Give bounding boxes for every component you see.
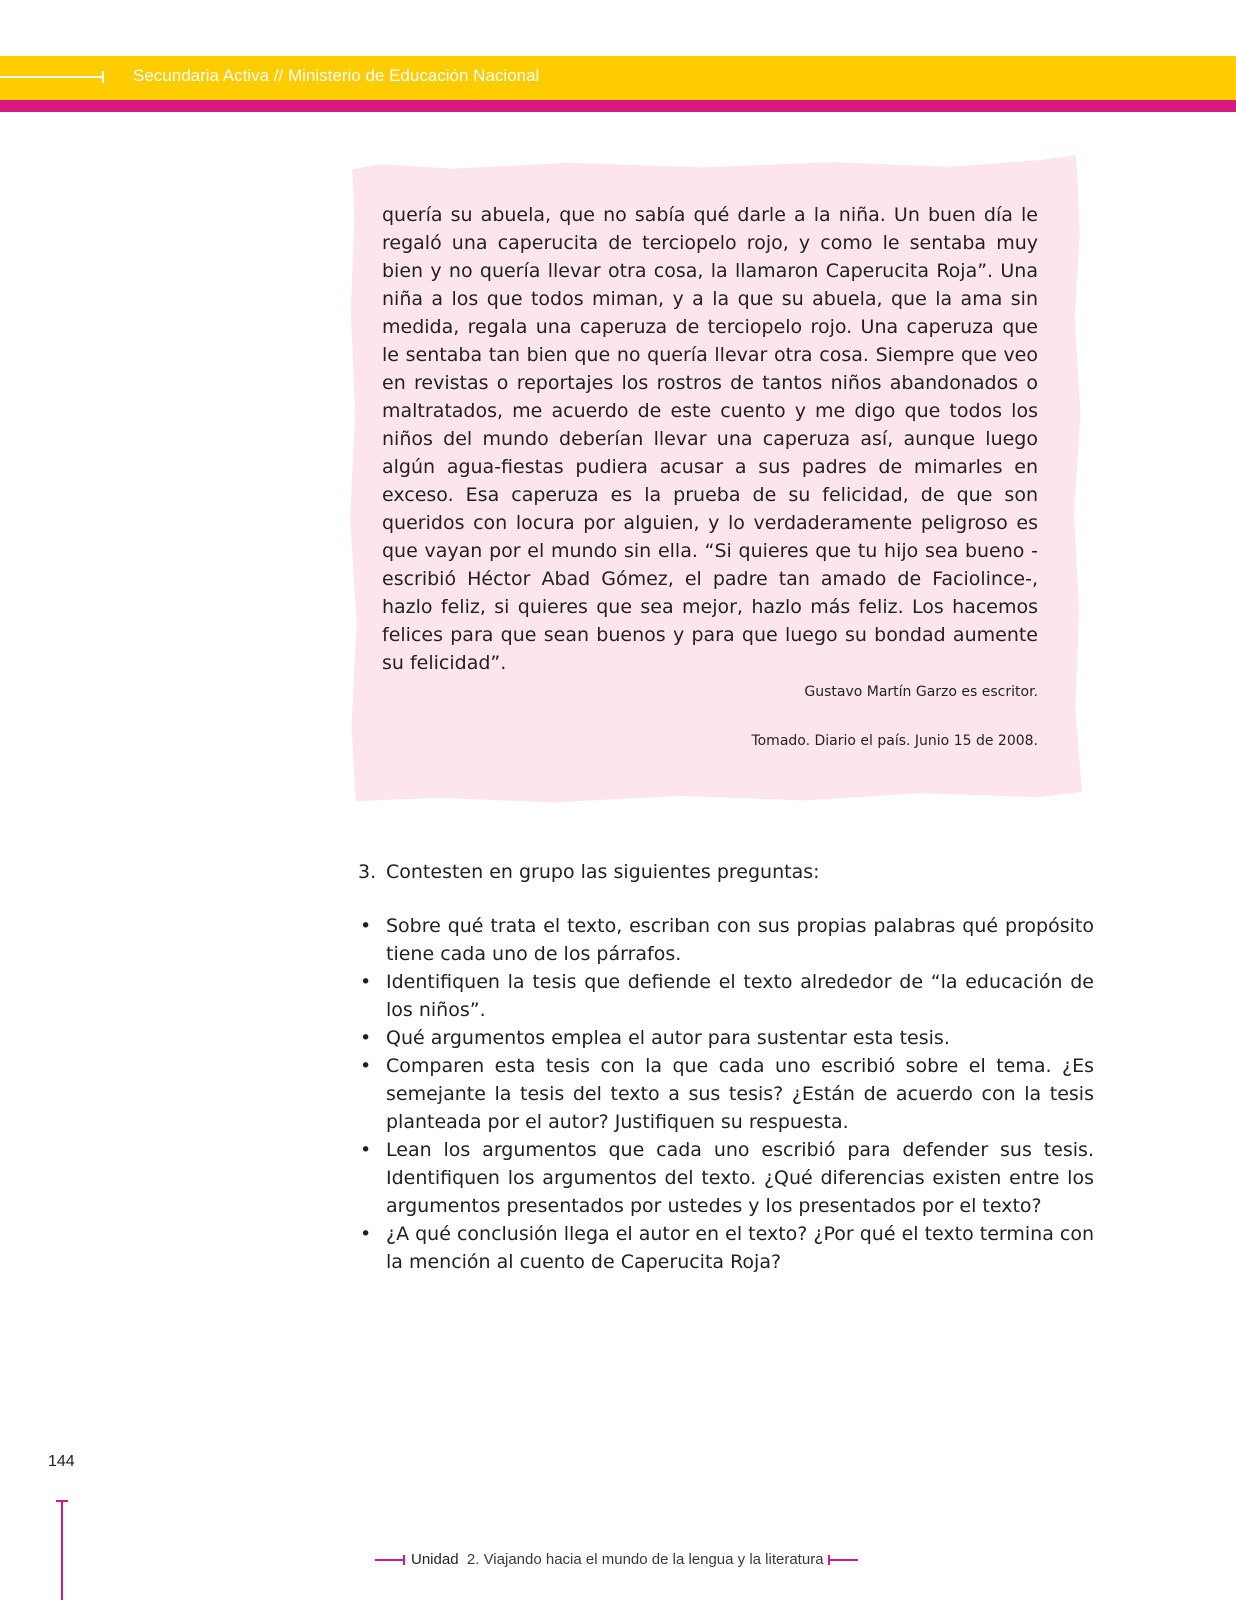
question-list	[358, 912, 1094, 1276]
list-item-text: Sobre qué trata el texto, escriban con sus propias palabras qué propósito tiene cada uno de los párrafos.	[386, 915, 1094, 965]
list-item	[358, 1052, 1094, 1136]
bullet-icon: •	[360, 1055, 372, 1077]
source-credit: Tomado. Diario el país. Junio 15 de 2008.	[751, 733, 1038, 749]
footer-unit-label: Unidad	[411, 1551, 459, 1568]
list-item	[358, 968, 1094, 1024]
list-item-text: Lean los argumentos que cada uno escribió para defender sus tesis. Identifiquen los argumentos del texto. ¿Qué diferencias existen entre los argumentos presentados por ustedes y los presentados por el texto?	[386, 1139, 1094, 1217]
question-heading	[358, 858, 820, 886]
bullet-icon: •	[360, 1027, 372, 1049]
reading-paragraph: quería su abuela, que no sabía qué darle a la niña. Un buen día le regaló una caperucita de terciopelo rojo, y como le sentaba muy bien y no quería llevar otra cosa, la llamaron Caperucita Roja”. Una niña a los que todos miman, y a la que su abuela, que la ama sin medida, regala una caperuza de terciopelo rojo. Una caperuza que le sentaba tan bien que no quería llevar otra cosa. Siempre que veo en revistas o reportajes los rostros de tantos niños abandonados o maltratados, me acuerdo de este cuento y me digo que todos los niños del mundo deberían llevar una caperuza así, aunque luego algún agua-fiestas pudiera acusar a sus padres de mimarles en exceso. Esa caperuza es la prueba de su felicidad, de que son queridos con locura por alguien, y lo verdaderamente peligroso es que vayan por el mundo sin ella. “Si quieres que tu hijo sea bueno -escribió Héctor Abad Gómez, el padre tan amado de Faciolince-, hazlo feliz, si quieres que sea mejor, hazlo más feliz. Los hacemos felices para que sean buenos y para que luego su bondad aumente su felicidad”.	[382, 204, 1038, 674]
footer-rule-tick-left	[403, 1555, 405, 1565]
footer-unit-number: 2.	[466, 1551, 480, 1568]
question-number: 3.	[358, 861, 377, 883]
bullet-icon: •	[360, 1223, 372, 1245]
bullet-icon: •	[360, 1139, 372, 1161]
list-item	[358, 912, 1094, 968]
question-heading-text: Contesten en grupo las siguientes preguntas:	[386, 861, 820, 883]
footer-unit-title: Viajando hacia el mundo de la lengua y la literatura	[483, 1551, 824, 1568]
header-title: Secundaria Activa // Ministerio de Educación Nacional	[133, 66, 540, 85]
bullet-icon: •	[360, 915, 372, 937]
list-item	[358, 1220, 1094, 1276]
header-rule-cap	[102, 71, 104, 83]
header-rule	[0, 76, 104, 78]
reading-passage	[382, 201, 1038, 677]
footer-rule-left	[375, 1559, 403, 1561]
footer	[375, 1551, 858, 1573]
list-item	[358, 1136, 1094, 1220]
header-accent-stripe	[0, 100, 1236, 112]
footer-rule-right	[830, 1559, 858, 1561]
list-item	[358, 1024, 1094, 1052]
list-item-text: Identifiquen la tesis que defiende el texto alrededor de “la educación de los niños”.	[386, 971, 1094, 1021]
list-item-text: ¿A qué conclusión llega el autor en el texto? ¿Por qué el texto termina con la mención al cuento de Caperucita Roja?	[386, 1223, 1094, 1273]
bullet-icon: •	[360, 971, 372, 993]
side-rule	[61, 1500, 63, 1600]
list-item-text: Comparen esta tesis con la que cada uno escribió sobre el tema. ¿Es semejante la tesis del texto a sus tesis? ¿Están de acuerdo con la tesis planteada por el autor? Justifiquen su respuesta.	[386, 1055, 1094, 1133]
page-number: 144	[48, 1453, 75, 1470]
list-item-text: Qué argumentos emplea el autor para sustentar esta tesis.	[386, 1027, 950, 1049]
author-credit: Gustavo Martín Garzo es escritor.	[804, 684, 1038, 700]
